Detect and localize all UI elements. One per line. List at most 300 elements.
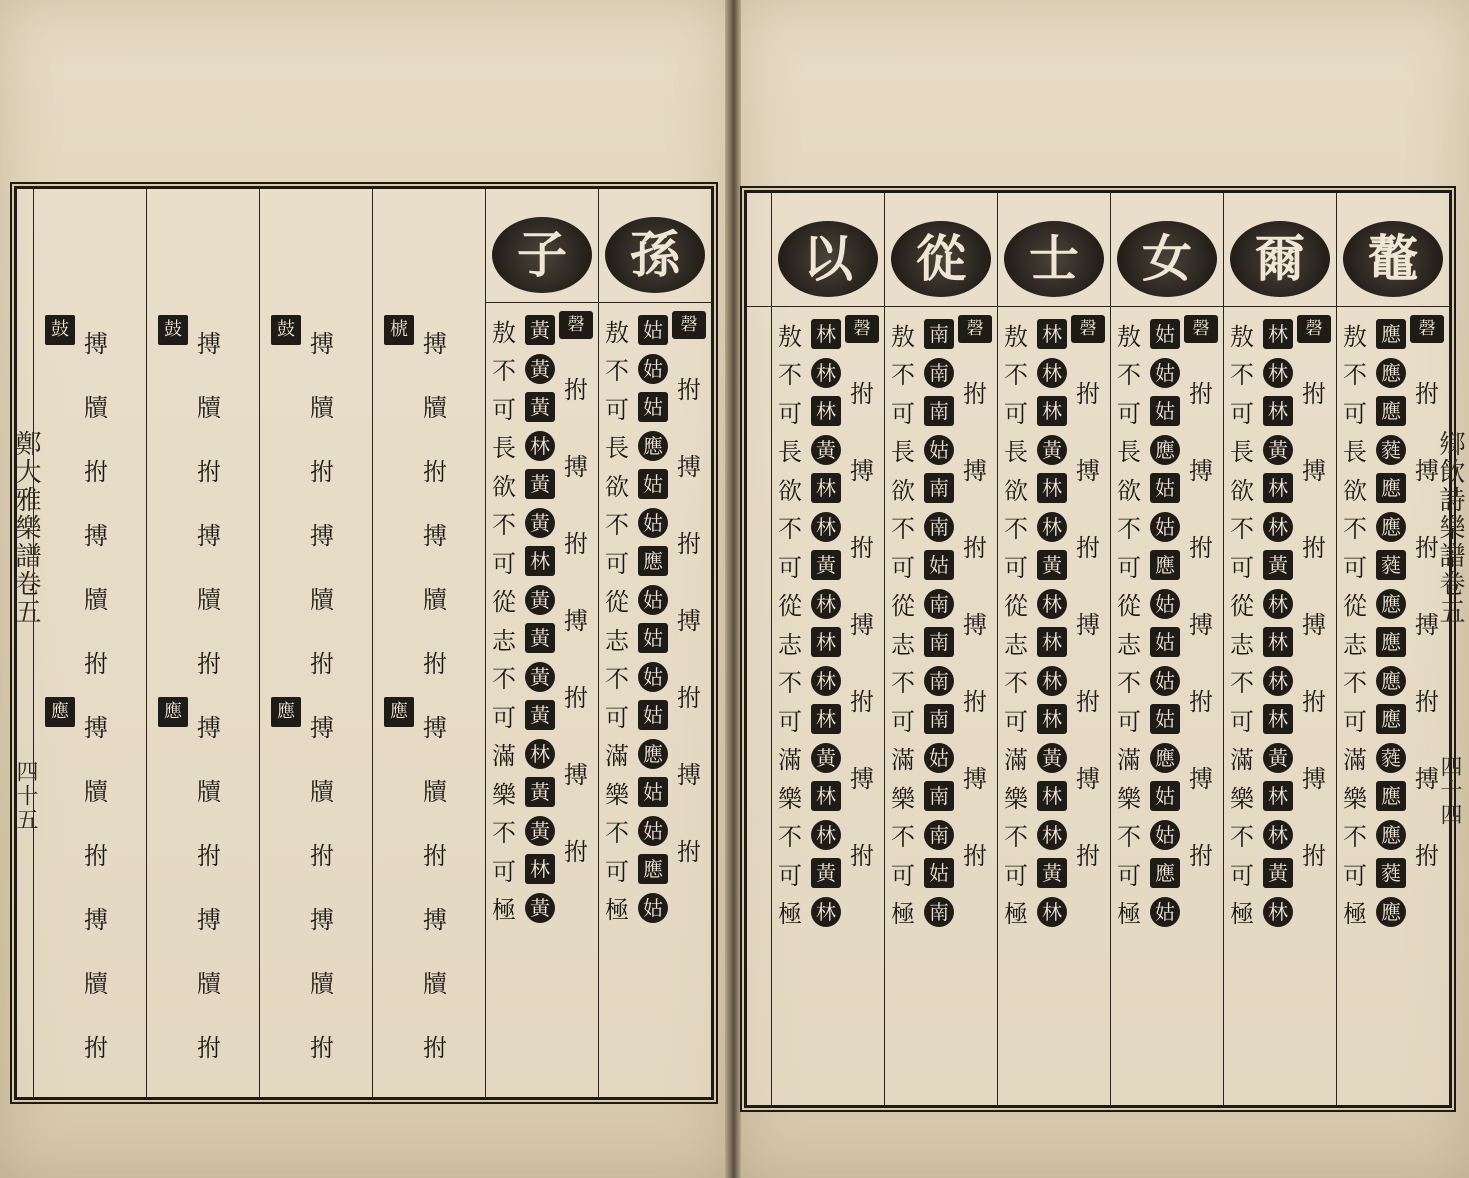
lyric-char: 不: [778, 669, 802, 698]
note-cell: [636, 581, 670, 620]
note-char: 林: [811, 396, 841, 426]
lyric-char: 可: [778, 861, 802, 890]
note-stack: [922, 315, 956, 931]
note-char: 姑: [1150, 512, 1180, 542]
note-char: 黃: [525, 777, 555, 807]
note-cell: [1374, 623, 1408, 662]
percussion-stack: [305, 309, 339, 1077]
lyric-char: 不: [492, 357, 516, 386]
note-cell: [523, 465, 557, 504]
note-char: 姑: [638, 623, 668, 653]
note-char: 林: [525, 431, 555, 461]
note-char: 林: [811, 627, 841, 657]
note-char: 林: [1037, 319, 1067, 349]
percussion-mark: 牘: [423, 969, 447, 998]
note-stack: [1035, 315, 1069, 931]
note-cell: [523, 850, 557, 889]
large-lyric-char: 從: [891, 221, 991, 297]
percussion-mark: 拊: [423, 841, 447, 870]
note-cell: [636, 542, 670, 581]
note-cell: [523, 735, 557, 774]
mid-note: 應: [158, 697, 188, 727]
percussion-mark: 搏: [310, 905, 334, 934]
percussion-mark: 牘: [197, 777, 221, 806]
percussion-mark: 搏: [1415, 611, 1439, 639]
lyric-char: 不: [492, 819, 516, 848]
lyric-char: 滿: [778, 746, 802, 775]
head-note: 鼓: [45, 315, 75, 345]
lyric-char: 可: [1004, 553, 1028, 582]
percussion-mark: 拊: [84, 841, 108, 870]
percussion-mark: 拊: [1415, 380, 1439, 408]
note-char: 應: [1376, 589, 1406, 619]
percussion-mark: 拊: [564, 684, 588, 712]
lyric-char: 可: [778, 707, 802, 736]
note-cell: [1148, 777, 1182, 816]
note-cell: [1148, 508, 1182, 547]
lyric-char: 可: [1117, 707, 1141, 736]
percussion-mark: 搏: [84, 905, 108, 934]
lyric-column: [1225, 315, 1259, 931]
note-cell: [636, 619, 670, 658]
percussion-mark: 拊: [423, 1033, 447, 1062]
note-cell: [1148, 893, 1182, 932]
note-cell: [1261, 585, 1295, 624]
mid-note: 應: [45, 697, 75, 727]
lyric-char: 可: [1343, 861, 1367, 890]
percussion-mark: 拊: [1189, 842, 1213, 870]
note-cell: [636, 850, 670, 889]
percussion-mark: 拊: [1302, 842, 1326, 870]
note-char: 應: [1376, 781, 1406, 811]
note-char: 林: [525, 854, 555, 884]
lyric-char: 可: [1117, 553, 1141, 582]
note-char: 南: [924, 396, 954, 426]
percussion-stack: [418, 309, 452, 1077]
lyric-char: 滿: [891, 746, 915, 775]
lyric-char: 敖: [891, 322, 915, 351]
note-cell: [1374, 354, 1408, 393]
note-char: 姑: [638, 508, 668, 538]
header-divider: [485, 302, 711, 303]
lyric-char: 不: [778, 515, 802, 544]
note-cell: [636, 889, 670, 928]
note-char: 黃: [525, 623, 555, 653]
note-cell: [1035, 431, 1069, 470]
note-cell: [1035, 354, 1069, 393]
note-cell: [922, 546, 956, 585]
lyric-char: 不: [1004, 823, 1028, 852]
lyric-char: 不: [1230, 823, 1254, 852]
lyric-char: 可: [605, 703, 629, 732]
percussion-mark: 搏: [197, 521, 221, 550]
percussion-mark: 拊: [564, 376, 588, 404]
note-cell: [809, 777, 843, 816]
percussion-mark: 拊: [963, 842, 987, 870]
percussion-column: [672, 349, 706, 888]
note-char: 林: [1037, 666, 1067, 696]
lyric-char: 欲: [492, 472, 516, 501]
left-page-number: 四十五: [13, 760, 38, 832]
note-char: 黃: [1263, 858, 1293, 888]
percussion-mark: 拊: [677, 376, 701, 404]
note-char: 林: [811, 820, 841, 850]
lyric-char: 可: [492, 857, 516, 886]
lyric-char: 敖: [1117, 322, 1141, 351]
note-cell: [1261, 315, 1295, 354]
percussion-mark: 搏: [1415, 765, 1439, 793]
note-char: 姑: [924, 435, 954, 465]
lyric-char: 可: [891, 707, 915, 736]
note-cell: [809, 392, 843, 431]
note-char: 應: [1150, 435, 1180, 465]
note-char: 姑: [924, 858, 954, 888]
note-cell: [1261, 700, 1295, 739]
lyric-char: 志: [1117, 630, 1141, 659]
lyric-char: 欲: [605, 472, 629, 501]
note-char: 黃: [525, 354, 555, 384]
lyric-char: 可: [1117, 861, 1141, 890]
lyric-char: 欲: [778, 476, 802, 505]
lyric-char: 滿: [605, 742, 629, 771]
lyric-char: 不: [1343, 361, 1367, 390]
note-char: 南: [924, 589, 954, 619]
lyric-char: 長: [1230, 438, 1254, 467]
note-char: 林: [811, 358, 841, 388]
note-head: 磬: [845, 315, 879, 343]
note-cell: [922, 854, 956, 893]
note-char: 南: [924, 704, 954, 734]
lyric-char: 可: [492, 549, 516, 578]
note-cell: [523, 812, 557, 851]
note-cell: [922, 392, 956, 431]
head-note: 椃: [384, 315, 414, 345]
percussion-mark: 牘: [84, 777, 108, 806]
note-cell: [1035, 777, 1069, 816]
percussion-mark: 拊: [1302, 380, 1326, 408]
note-char: 南: [924, 319, 954, 349]
percussion-mark: 搏: [423, 905, 447, 934]
lyric-char: 樂: [1343, 784, 1367, 813]
note-cell: [636, 350, 670, 389]
percussion-mark: 牘: [310, 969, 334, 998]
lyric-char: 不: [1343, 515, 1367, 544]
note-stack: [1261, 315, 1295, 931]
head-note: 鼓: [271, 315, 301, 345]
lyric-char: 長: [1343, 438, 1367, 467]
note-cell: [1148, 315, 1182, 354]
note-char: 林: [811, 781, 841, 811]
note-char: 林: [1037, 820, 1067, 850]
note-cell: [523, 388, 557, 427]
percussion-mark: 搏: [197, 905, 221, 934]
note-char: 林: [1037, 781, 1067, 811]
large-lyric-char: 孫: [605, 217, 705, 293]
note-char: 蕤: [1376, 435, 1406, 465]
lyric-char: 滿: [1117, 746, 1141, 775]
note-cell: [523, 504, 557, 543]
lyric-char: 極: [778, 900, 802, 929]
note-char: 應: [638, 546, 668, 576]
lyric-char: 可: [1004, 707, 1028, 736]
note-cell: [922, 816, 956, 855]
note-cell: [1035, 816, 1069, 855]
lyric-char: 長: [1004, 438, 1028, 467]
lyric-char: 從: [1117, 592, 1141, 621]
percussion-mark: 拊: [677, 684, 701, 712]
note-char: 黃: [525, 585, 555, 615]
note-char: 姑: [1150, 781, 1180, 811]
note-head: 磬: [672, 311, 706, 339]
left-frame: [14, 186, 714, 1100]
note-cell: [636, 504, 670, 543]
note-cell: [1148, 854, 1182, 893]
lyric-char: 不: [605, 819, 629, 848]
percussion-mark: 牘: [84, 969, 108, 998]
percussion-mark: 搏: [850, 457, 874, 485]
note-char: 林: [1037, 512, 1067, 542]
note-stack: [1148, 315, 1182, 931]
note-char: 應: [1376, 704, 1406, 734]
note-char: 林: [811, 473, 841, 503]
note-cell: [1261, 739, 1295, 778]
note-cell: [1261, 893, 1295, 932]
percussion-mark: 搏: [310, 713, 334, 742]
lyric-column: [600, 311, 634, 927]
percussion-column: [958, 353, 992, 892]
note-cell: [1035, 893, 1069, 932]
note-cell: [1374, 315, 1408, 354]
percussion-mark: 搏: [677, 607, 701, 635]
percussion-mark: 搏: [1415, 457, 1439, 485]
note-char: 姑: [638, 777, 668, 807]
note-cell: [636, 427, 670, 466]
percussion-mark: 搏: [84, 329, 108, 358]
lyric-column: [773, 315, 807, 931]
lyric-char: 可: [605, 857, 629, 886]
note-cell: [636, 465, 670, 504]
percussion-mark: 拊: [84, 1033, 108, 1062]
lyric-char: 敖: [492, 318, 516, 347]
note-cell: [523, 427, 557, 466]
left-margin-title: 鄭大雅樂譜卷五: [11, 430, 41, 626]
percussion-mark: 搏: [84, 713, 108, 742]
note-head: 磬: [958, 315, 992, 343]
note-char: 應: [638, 854, 668, 884]
lyric-char: 敖: [778, 322, 802, 351]
note-cell: [523, 542, 557, 581]
note-stack: [523, 311, 557, 927]
note-cell: [922, 508, 956, 547]
lyric-char: 從: [891, 592, 915, 621]
lyric-char: 可: [1117, 399, 1141, 428]
lyric-char: 志: [492, 626, 516, 655]
lyric-char: 滿: [1343, 746, 1367, 775]
percussion-mark: 拊: [310, 649, 334, 678]
note-cell: [1374, 700, 1408, 739]
lyric-char: 不: [891, 823, 915, 852]
note-char: 蕤: [1376, 743, 1406, 773]
note-cell: [1261, 354, 1295, 393]
right-margin-title: 鄉飲詩樂譜卷五: [1435, 430, 1465, 626]
note-cell: [523, 581, 557, 620]
percussion-mark: 拊: [197, 841, 221, 870]
note-char: 姑: [924, 550, 954, 580]
lyric-char: 滿: [492, 742, 516, 771]
lyric-char: 長: [492, 434, 516, 463]
lyric-char: 志: [1343, 630, 1367, 659]
percussion-mark: 拊: [197, 457, 221, 486]
note-cell: [523, 311, 557, 350]
percussion-mark: 搏: [850, 765, 874, 793]
percussion-mark: 拊: [1076, 688, 1100, 716]
note-stack: [809, 315, 843, 931]
note-cell: [922, 777, 956, 816]
book-gutter: [725, 0, 741, 1178]
large-lyric-char: 士: [1004, 221, 1104, 297]
note-cell: [1261, 623, 1295, 662]
note-cell: [1374, 392, 1408, 431]
note-char: 林: [1037, 589, 1067, 619]
lyric-column: [886, 315, 920, 931]
lyric-char: 敖: [1343, 322, 1367, 351]
note-cell: [1374, 816, 1408, 855]
note-cell: [1035, 546, 1069, 585]
lyric-char: 可: [1230, 707, 1254, 736]
note-char: 林: [1037, 396, 1067, 426]
percussion-mark: 搏: [1076, 457, 1100, 485]
note-char: 應: [1376, 627, 1406, 657]
note-char: 林: [1263, 897, 1293, 927]
note-cell: [1261, 854, 1295, 893]
percussion-mark: 拊: [677, 838, 701, 866]
note-char: 姑: [1150, 820, 1180, 850]
note-char: 林: [811, 512, 841, 542]
note-char: 林: [1263, 396, 1293, 426]
right-page-number: 四十四: [1437, 755, 1462, 827]
percussion-mark: 拊: [423, 457, 447, 486]
note-cell: [1261, 816, 1295, 855]
note-cell: [1261, 546, 1295, 585]
note-cell: [922, 585, 956, 624]
note-char: 黃: [1037, 858, 1067, 888]
lyric-char: 可: [605, 549, 629, 578]
large-lyric-char: 子: [492, 217, 592, 293]
note-char: 林: [811, 704, 841, 734]
note-cell: [809, 431, 843, 470]
percussion-mark: 搏: [423, 713, 447, 742]
lyric-char: 極: [605, 896, 629, 925]
percussion-mark: 拊: [1302, 534, 1326, 562]
lyric-char: 不: [605, 665, 629, 694]
note-char: 姑: [638, 816, 668, 846]
note-char: 黃: [525, 662, 555, 692]
note-cell: [1148, 585, 1182, 624]
note-char: 姑: [1150, 319, 1180, 349]
note-cell: [1374, 469, 1408, 508]
percussion-mark: 牘: [197, 393, 221, 422]
percussion-mark: 牘: [197, 585, 221, 614]
note-cell: [809, 508, 843, 547]
lyric-char: 不: [891, 361, 915, 390]
note-char: 黃: [525, 392, 555, 422]
percussion-mark: 搏: [1076, 611, 1100, 639]
note-cell: [922, 354, 956, 393]
note-char: 姑: [1150, 666, 1180, 696]
note-head: 磬: [1410, 315, 1444, 343]
lyric-char: 不: [1230, 361, 1254, 390]
note-char: 黃: [811, 435, 841, 465]
note-char: 應: [1376, 666, 1406, 696]
head-note: 鼓: [158, 315, 188, 345]
lyric-char: 樂: [1117, 784, 1141, 813]
lyric-char: 極: [1004, 900, 1028, 929]
note-cell: [1148, 431, 1182, 470]
percussion-mark: 牘: [84, 585, 108, 614]
lyric-char: 從: [1230, 592, 1254, 621]
percussion-mark: 拊: [850, 380, 874, 408]
note-char: 應: [1150, 550, 1180, 580]
note-cell: [636, 812, 670, 851]
note-char: 應: [1376, 358, 1406, 388]
lyric-char: 敖: [1230, 322, 1254, 351]
note-cell: [809, 623, 843, 662]
lyric-char: 樂: [891, 784, 915, 813]
lyric-char: 不: [1117, 361, 1141, 390]
lyric-char: 極: [492, 896, 516, 925]
note-char: 應: [1376, 319, 1406, 349]
note-cell: [922, 315, 956, 354]
percussion-mark: 搏: [963, 765, 987, 793]
lyric-column: [1112, 315, 1146, 931]
note-cell: [1035, 700, 1069, 739]
percussion-mark: 牘: [423, 585, 447, 614]
note-char: 黃: [525, 816, 555, 846]
note-cell: [1035, 469, 1069, 508]
percussion-mark: 拊: [963, 534, 987, 562]
note-char: 林: [1037, 627, 1067, 657]
note-char: 林: [525, 546, 555, 576]
mid-note: 應: [384, 697, 414, 727]
lyric-char: 不: [605, 511, 629, 540]
lyric-char: 志: [1230, 630, 1254, 659]
lyric-char: 志: [891, 630, 915, 659]
lyric-char: 不: [891, 515, 915, 544]
lyric-char: 不: [1343, 823, 1367, 852]
percussion-mark: 搏: [1302, 457, 1326, 485]
percussion-column: [559, 349, 593, 888]
percussion-mark: 拊: [197, 649, 221, 678]
note-char: 南: [924, 820, 954, 850]
note-cell: [1148, 546, 1182, 585]
lyric-char: 可: [1230, 553, 1254, 582]
percussion-mark: 拊: [564, 530, 588, 558]
lyric-char: 可: [1004, 861, 1028, 890]
percussion-mark: 搏: [1189, 611, 1213, 639]
note-cell: [1148, 354, 1182, 393]
note-char: 姑: [638, 893, 668, 923]
note-char: 林: [1037, 473, 1067, 503]
lyric-char: 可: [1343, 399, 1367, 428]
lyric-char: 可: [778, 399, 802, 428]
percussion-mark: 拊: [197, 1033, 221, 1062]
note-cell: [922, 662, 956, 701]
note-cell: [1035, 392, 1069, 431]
note-cell: [1148, 816, 1182, 855]
note-char: 黃: [811, 743, 841, 773]
note-cell: [636, 735, 670, 774]
lyric-char: 樂: [492, 780, 516, 809]
